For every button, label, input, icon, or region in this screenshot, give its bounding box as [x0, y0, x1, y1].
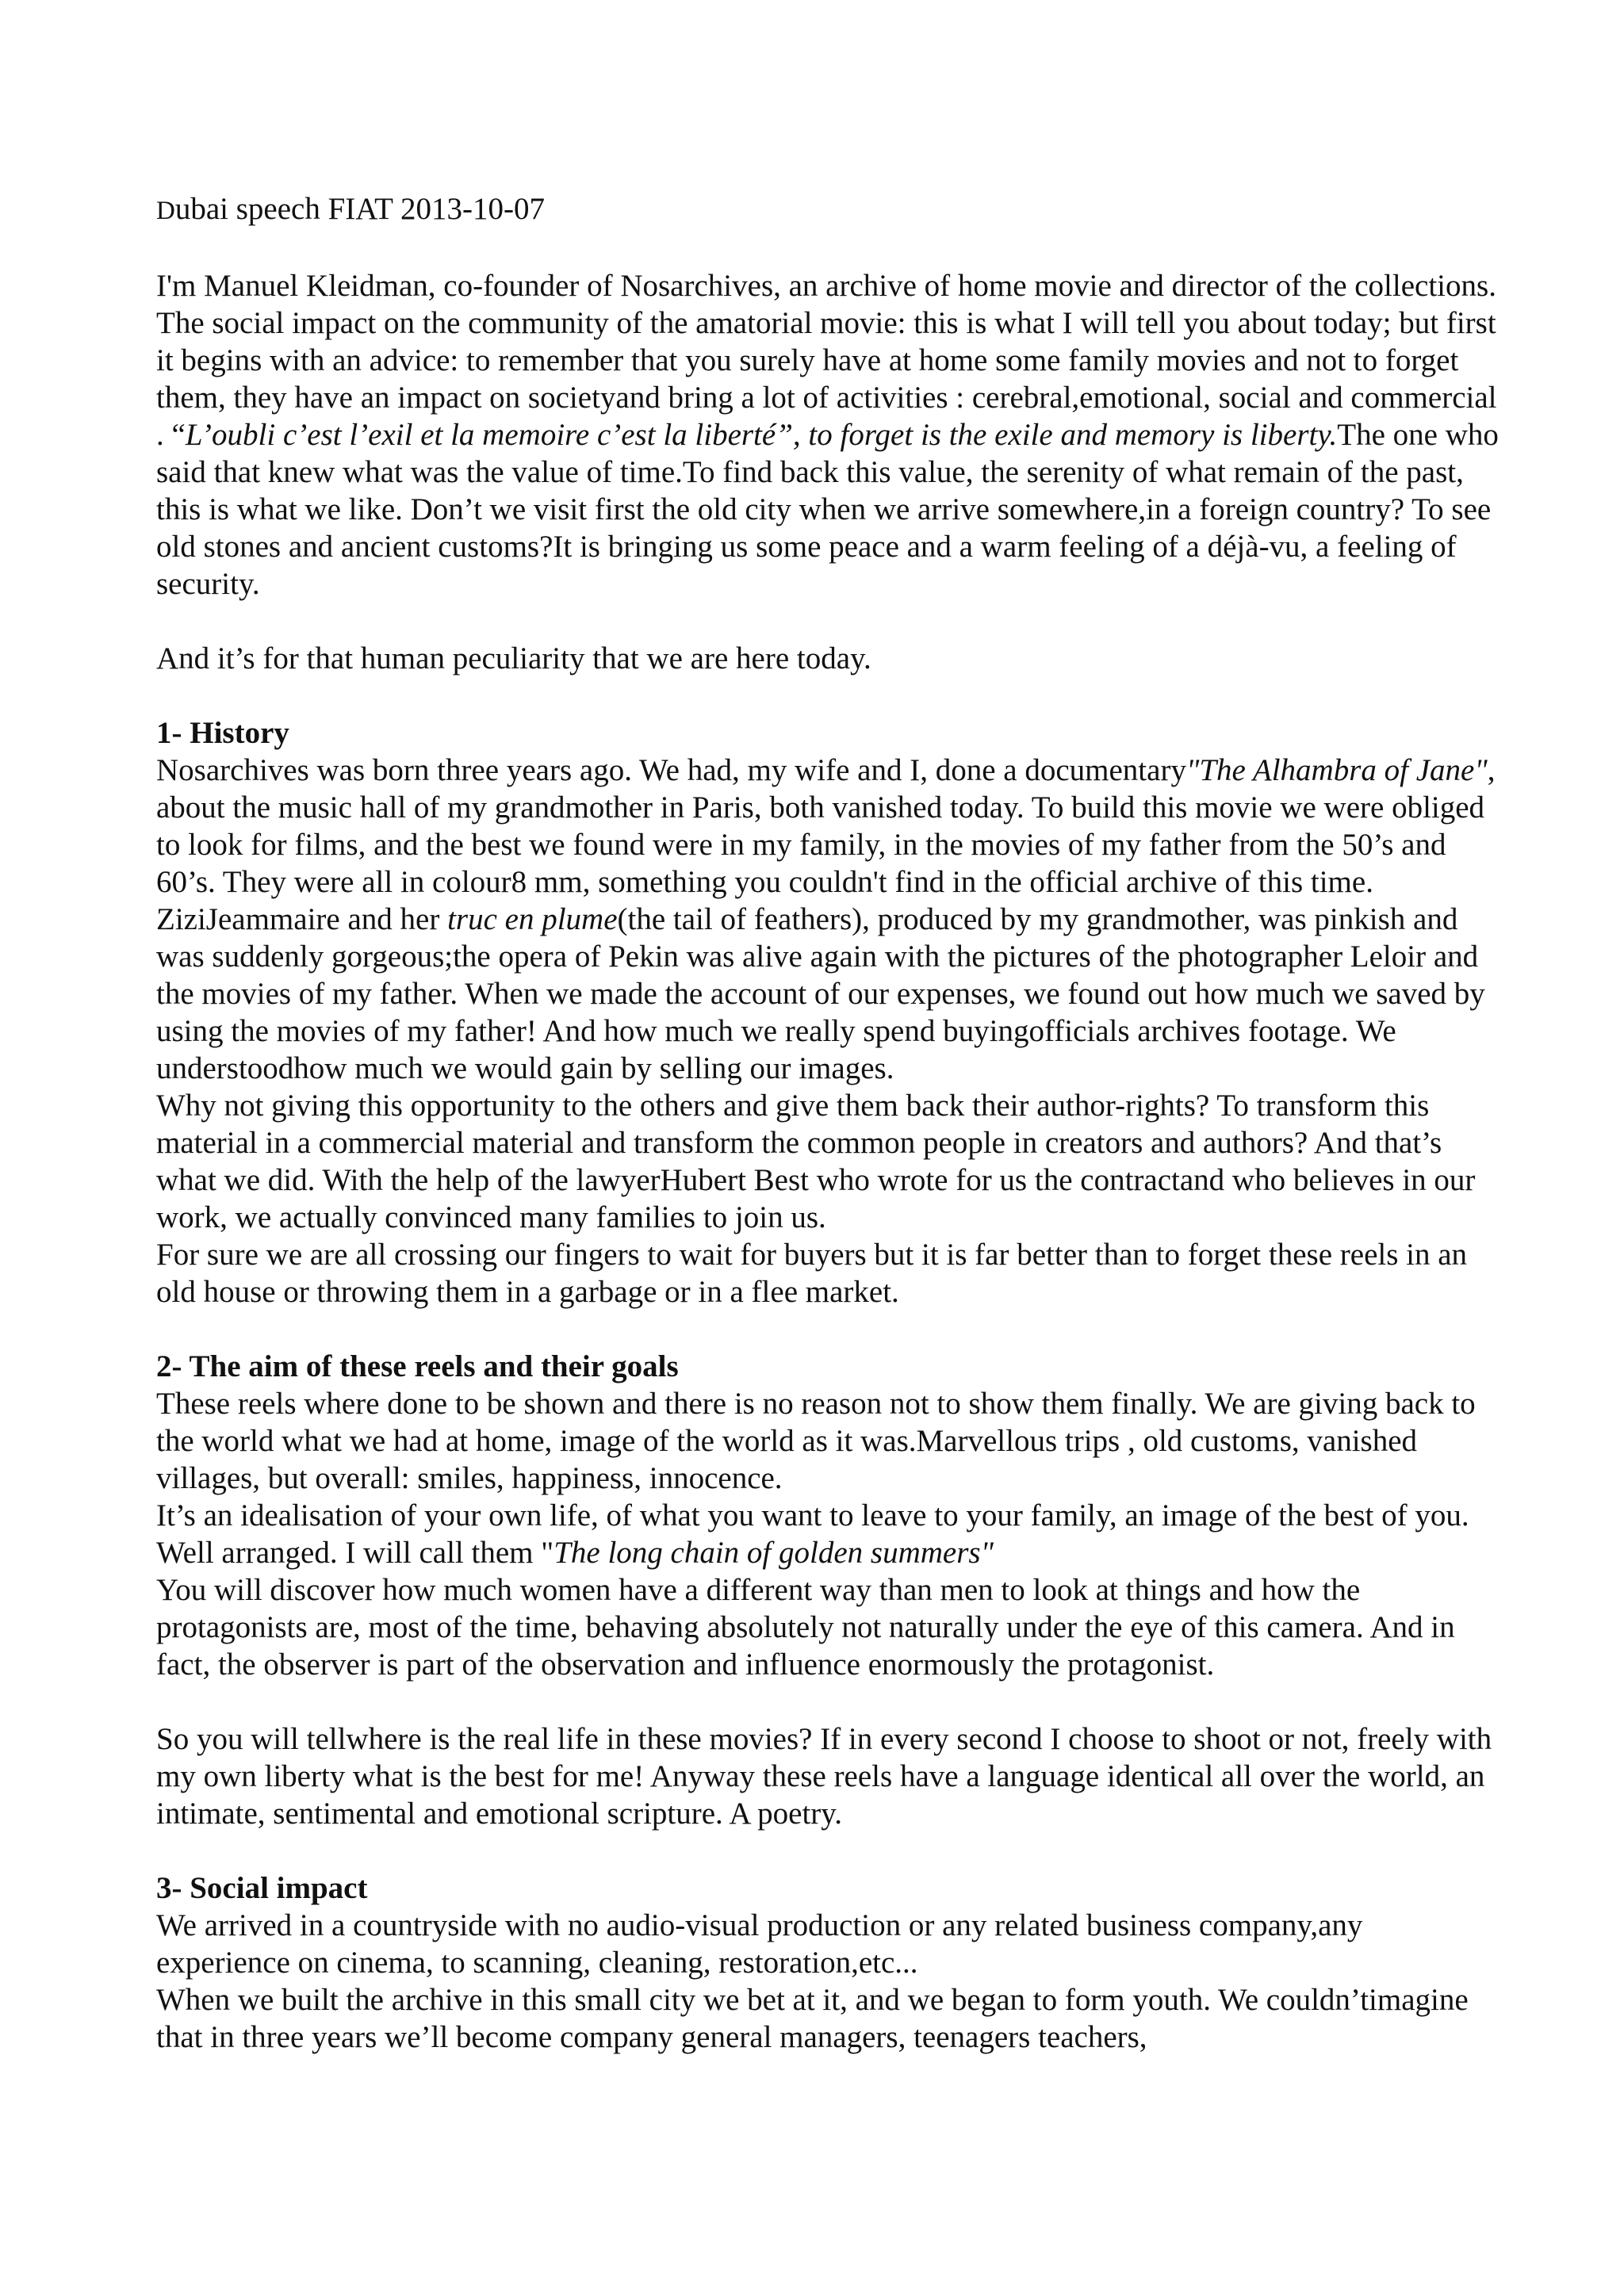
history-text-b: , about the music hall of my grandmother in Paris, both vanished today. To build this movie we were obliged to look for films, and the best we found were in my family, in the movies of my father from the 50’s and 60’s. They were all in colour8 mm, something you couldn't find in the official archive of this time. ZiziJeammaire and her — [156, 753, 1496, 936]
history-text-c: (the tail of feathers), produced by my grandmother, was pinkish and was suddenly gorgeous;the opera of Pekin was alive again with the pictures of the photographer Leloir and the movies of my father. When we made the account of our expenses, we found out how much we saved by using the movies of my father! And how much we really spend buyingofficials archives footage. We understoodhow much we would gain by selling our images. — [156, 902, 1485, 1085]
film-title: "The Alhambra of Jane" — [1185, 753, 1488, 787]
intro-text-2: The one who said that knew what was the value of time.To find back this value, the serenity of what remain of the past, this is what we like. Don’t we visit first the old city when we arrive somewhere,in a foreign country? To see old stones and ancient customs?It is bringing us some peace and a warm feeling of a déjà-vu, a feeling of security. — [156, 418, 1499, 601]
spacer — [156, 230, 1504, 267]
section-heading-history: 1- History — [156, 716, 289, 750]
intro-paragraph — [156, 267, 1504, 603]
intro-closing: And it’s for that human peculiarity that we are here today. — [156, 641, 871, 675]
document-title — [156, 190, 1504, 230]
history-paragraph-2: Why not giving this opportunity to the others and give them back their author-rights? To transform this material in a commercial material and transform the common people in creators and authors? And that’s what we did. With the help of the lawyerHubert Best who wrote for us the contractand who believes in our work, we actually convinced many families to join us. — [156, 1089, 1476, 1234]
document-body — [156, 190, 1504, 2056]
history-paragraph-1 — [156, 752, 1504, 1087]
spacer — [156, 603, 1504, 640]
social-paragraph-2: When we built the archive in this small city we bet at it, and we began to form youth. We couldn’timagine that in three years we’ll become company general managers, teenagers teachers, — [156, 1983, 1469, 2054]
title-text: ubai speech FIAT 2013-10-07 — [174, 192, 545, 226]
intro-text-1: I'm Manuel Kleidman, co-founder of Nosarchives, an archive of home movie and director of the collections. The social impact on the community of the amatorial movie: this is what I will tell you about today; but first it begins with an advice: to remember that you surely have at home some family movies and not to forget them, they have an impact on societyand bring a lot of activities : cerebral,emotional, social and commercial . “ — [156, 269, 1497, 452]
aim-paragraph-2 — [156, 1497, 1504, 1571]
history-paragraph-3: For sure we are all crossing our fingers to wait for buyers but it is far better than to forget these reels in an old house or throwing them in a garbage or in a flee market. — [156, 1238, 1468, 1309]
spacer — [156, 677, 1504, 714]
aim-paragraph-3: You will discover how much women have a different way than men to look at things and how the protagonists are, most of the time, behaving absolutely not naturally under the eye of this camera. And in fact, the observer is part of the observation and influence enormously the protagonist. — [156, 1573, 1455, 1682]
spacer — [156, 1683, 1504, 1720]
aim-paragraph-4: So you will tellwhere is the real life in these movies? If in every second I choose to shoot or not, freely with my own liberty what is the best for me! Anyway these reels have a language identical all over the world, an intimate, sentimental and emotional scripture. A poetry. — [156, 1722, 1492, 1831]
section-heading-social: 3- Social impact — [156, 1871, 368, 1905]
intro-quote: L’oubli c’est l’exil et la memoire c’est la liberté”, to forget is the exile and memory is liberty. — [185, 418, 1338, 452]
history-text-a: Nosarchives was born three years ago. We had, my wife and I, done a documentary — [156, 753, 1186, 787]
spacer — [156, 1311, 1504, 1348]
golden-summers-title: The long chain of golden summers" — [553, 1536, 994, 1570]
plume-phrase: truc en plume — [447, 902, 618, 936]
title-initial: D — [156, 197, 175, 225]
aim-paragraph-1: These reels where done to be shown and there is no reason not to show them finally. We are giving back to the world what we had at home, image of the world as it was.Marvellous trips , old customs, vanished villages, but overall: smiles, happiness, innocence. — [156, 1387, 1476, 1495]
aim-text-a: It’s an idealisation of your own life, of what you want to leave to your family, an image of the best of you. Well arranged. I will call them " — [156, 1498, 1469, 1570]
spacer — [156, 1832, 1504, 1869]
social-paragraph-1: We arrived in a countryside with no audio-visual production or any related business company,any experience on cinema, to scanning, cleaning, restoration,etc... — [156, 1908, 1363, 1980]
section-heading-aim: 2- The aim of these reels and their goals — [156, 1349, 679, 1383]
